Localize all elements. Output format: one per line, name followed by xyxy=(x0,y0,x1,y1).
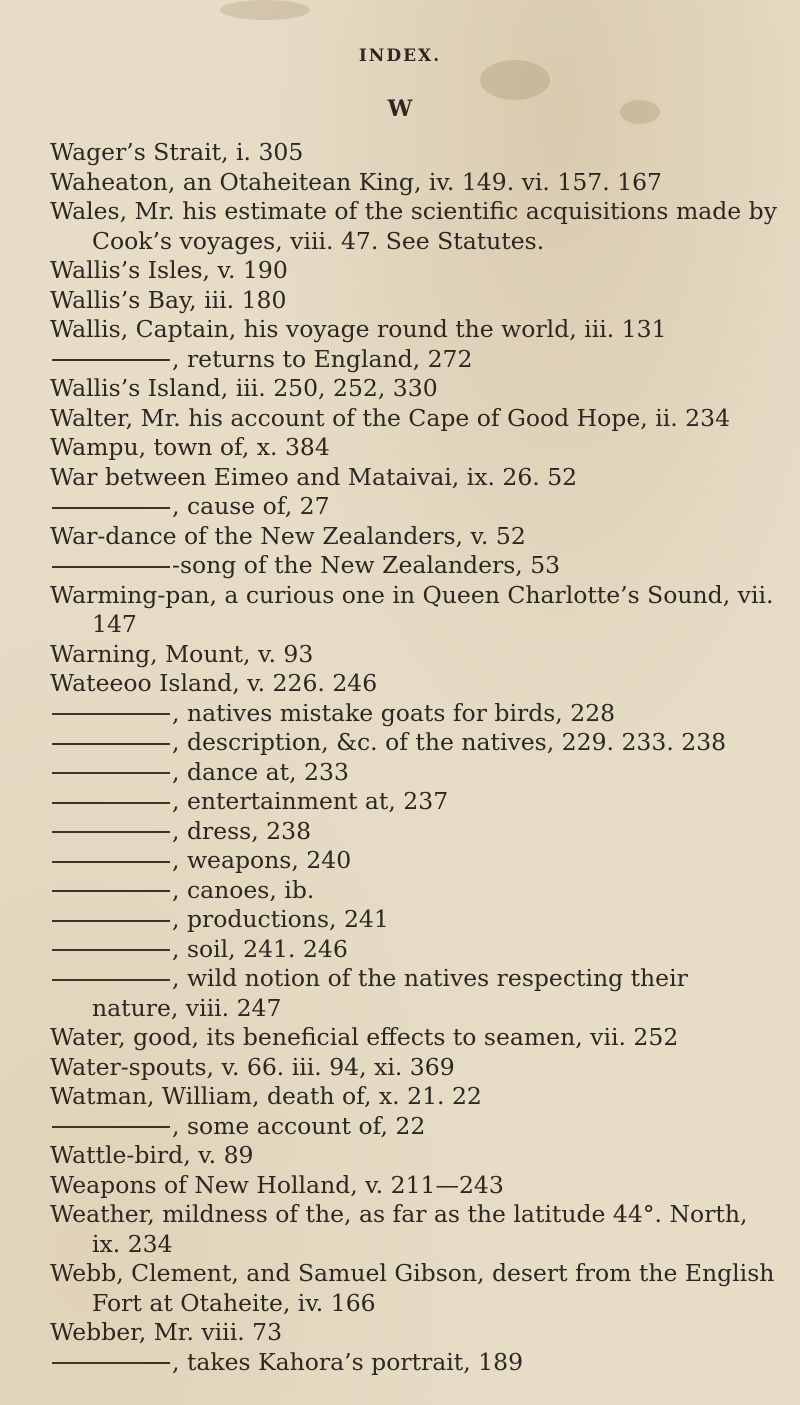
entry-text: , cause of, 27 xyxy=(172,492,330,520)
index-entry xyxy=(50,640,780,670)
entry-text: Wallis’s Island, iii. 250, 252, 330 xyxy=(50,374,438,402)
index-entry xyxy=(50,315,780,345)
ditto-dash xyxy=(52,772,170,774)
index-entry xyxy=(50,1082,780,1112)
entry-text: , soil, 241. 246 xyxy=(172,934,348,963)
entry-text: , canoes, ib. xyxy=(172,875,315,904)
index-entry xyxy=(50,433,780,463)
index-entry xyxy=(50,256,780,286)
index-entry xyxy=(50,728,780,758)
ditto-dash xyxy=(52,507,170,509)
index-entry xyxy=(50,168,780,198)
paper-stain xyxy=(220,0,310,20)
index-entry xyxy=(50,522,780,552)
section-letter: W xyxy=(387,96,413,122)
ditto-dash xyxy=(52,359,170,361)
ditto-dash xyxy=(52,861,170,863)
index-entry xyxy=(50,1112,780,1142)
ditto-dash xyxy=(52,949,170,951)
entry-text: Wales, Mr. his estimate of the scientific acquisitions made by Cook’s voyages, viii. 47. See Statutes. xyxy=(50,197,777,255)
index-entry xyxy=(50,817,780,847)
ditto-dash xyxy=(52,713,170,715)
index-entry xyxy=(50,699,780,729)
index-entry xyxy=(50,581,780,640)
index-entry xyxy=(50,1318,780,1348)
index-entries xyxy=(50,138,780,1377)
index-entry xyxy=(50,935,780,965)
entry-text: , returns to England, 272 xyxy=(172,344,473,373)
entry-text: Wallis, Captain, his voyage round the world, iii. 131 xyxy=(50,315,667,343)
index-entry xyxy=(50,1259,780,1318)
entry-text: Wateeoo Island, v. 226. 246 xyxy=(50,669,378,697)
index-entry xyxy=(50,669,780,699)
index-entry xyxy=(50,138,780,168)
entry-text: , takes Kahora’s portrait, 189 xyxy=(172,1347,524,1376)
index-entry xyxy=(50,846,780,876)
entry-text: Warning, Mount, v. 93 xyxy=(50,639,314,668)
entry-text: , natives mistake goats for birds, 228 xyxy=(172,698,616,727)
entry-text: , dance at, 233 xyxy=(172,757,349,786)
ditto-dash xyxy=(52,890,170,892)
entry-text: Waheaton, an Otaheitean King, iv. 149. vi. 157. 167 xyxy=(50,167,663,196)
index-entry xyxy=(50,374,780,404)
ditto-dash xyxy=(52,1126,170,1128)
index-entry xyxy=(50,345,780,375)
paper-stain xyxy=(480,60,550,100)
entry-text: , weapons, 240 xyxy=(172,846,352,874)
entry-text: Wallis’s Isles, v. 190 xyxy=(50,256,288,284)
ditto-dash xyxy=(52,831,170,833)
ditto-dash xyxy=(52,802,170,804)
entry-text: Weather, mildness of the, as far as the latitude 44°. North, ix. 234 xyxy=(50,1200,748,1258)
index-entry xyxy=(50,787,780,817)
entry-text: Webb, Clement, and Samuel Gibson, desert from the English Fort at Otaheite, iv. 166 xyxy=(50,1259,775,1317)
entry-text: War between Eimeo and Mataivai, ix. 26. 52 xyxy=(50,462,578,491)
entry-text: Watman, William, death of, x. 21. 22 xyxy=(50,1082,482,1110)
entry-text: Wallis’s Bay, iii. 180 xyxy=(50,285,287,314)
index-entry xyxy=(50,551,780,581)
entry-text: , entertainment at, 237 xyxy=(172,787,449,815)
index-entry xyxy=(50,197,780,256)
entry-text: , wild notion of the natives respecting their nature, viii. 247 xyxy=(92,964,688,1022)
entry-text: -song of the New Zealanders, 53 xyxy=(172,551,561,579)
index-entry xyxy=(50,964,780,1023)
index-entry xyxy=(50,758,780,788)
index-entry xyxy=(50,1348,780,1378)
entry-text: Weapons of New Holland, v. 211—243 xyxy=(50,1170,504,1199)
entry-text: Wampu, town of, x. 384 xyxy=(50,433,330,461)
entry-text: , some account of, 22 xyxy=(172,1111,426,1140)
ditto-dash xyxy=(52,920,170,922)
entry-text: Water, good, its beneficial effects to seamen, vii. 252 xyxy=(50,1023,679,1051)
entry-text: , productions, 241 xyxy=(172,905,389,933)
running-head: INDEX. xyxy=(358,46,442,66)
entry-text: Webber, Mr. viii. 73 xyxy=(50,1318,283,1346)
index-entry xyxy=(50,286,780,316)
ditto-dash xyxy=(52,979,170,981)
ditto-dash xyxy=(52,1362,170,1364)
entry-text: Wattle-bird, v. 89 xyxy=(50,1141,254,1169)
index-entry xyxy=(50,463,780,493)
entry-text: Water-spouts, v. 66. iii. 94, xi. 369 xyxy=(50,1052,455,1081)
entry-text: Wager’s Strait, i. 305 xyxy=(50,138,304,166)
index-entry xyxy=(50,1141,780,1171)
entry-text: , dress, 238 xyxy=(172,816,312,845)
entry-text: Warming-pan, a curious one in Queen Charlotte’s Sound, vii. 147 xyxy=(50,580,774,638)
index-entry xyxy=(50,1053,780,1083)
index-entry xyxy=(50,492,780,522)
index-entry xyxy=(50,905,780,935)
entry-text: War-dance of the New Zealanders, v. 52 xyxy=(50,521,526,550)
index-entry xyxy=(50,876,780,906)
ditto-dash xyxy=(52,743,170,745)
index-entry xyxy=(50,1200,780,1259)
index-entry xyxy=(50,1171,780,1201)
entry-text: , description, &c. of the natives, 229. 233. 238 xyxy=(172,728,727,756)
entry-text: Walter, Mr. his account of the Cape of Good Hope, ii. 234 xyxy=(50,403,731,432)
index-entry xyxy=(50,1023,780,1053)
ditto-dash xyxy=(52,566,170,568)
index-entry xyxy=(50,404,780,434)
